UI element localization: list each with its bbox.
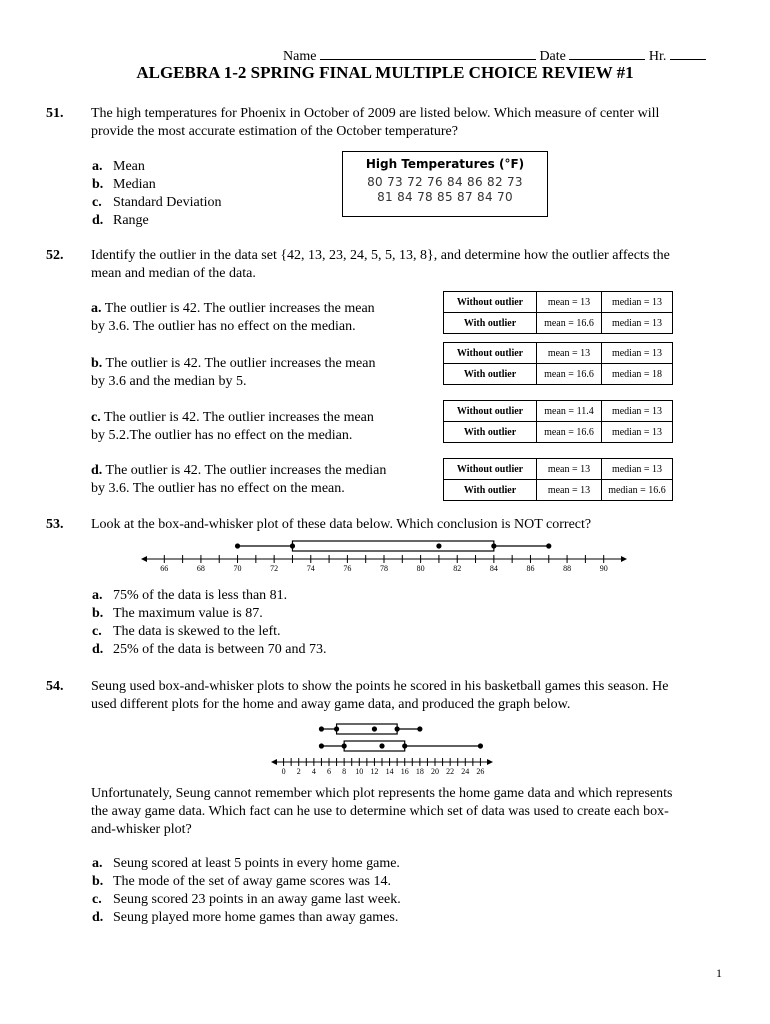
q52-table-a (443, 291, 673, 334)
question-54-text-1: Seung used box-and-whisker plots to show the points he scored in his basketball games this season. He (91, 679, 669, 694)
q54-option-a[interactable]: a. Seung scored at least 5 points in every home game. (92, 856, 400, 871)
q54-option-b[interactable]: b. The mode of the set of away game scores was 14. (92, 874, 391, 889)
point-median (372, 726, 377, 731)
tick-label: 18 (415, 767, 424, 776)
page-title: ALGEBRA 1-2 SPRING FINAL MULTIPLE CHOICE REVIEW #1 (136, 63, 634, 82)
tick-label: 72 (270, 564, 279, 573)
q52-choice-d-line2: by 3.6. The outlier has no effect on the mean. (91, 481, 345, 496)
point-min (235, 543, 240, 548)
tick-label: 86 (526, 564, 535, 573)
tick-label: 26 (476, 767, 485, 776)
table-cell: Without outlier (444, 343, 537, 364)
tick-label: 0 (281, 767, 286, 776)
q52-choice-c[interactable]: c. The outlier is 42. The outlier increases the mean (91, 410, 374, 425)
tick-label: 70 (233, 564, 242, 573)
point-max (417, 726, 422, 731)
point-max (546, 543, 551, 548)
tick-label: 2 (296, 767, 301, 776)
question-52-text-2: mean and median of the data. (91, 266, 256, 281)
q53-option-c[interactable]: c. The data is skewed to the left. (92, 624, 281, 639)
point-q3 (395, 726, 400, 731)
point-q1 (290, 543, 295, 548)
tick-label: 84 (489, 564, 498, 573)
table-cell: Without outlier (444, 459, 537, 480)
tick-label: 8 (342, 767, 347, 776)
table-cell: With outlier (444, 422, 537, 443)
q54-option-c[interactable]: c. Seung scored 23 points in an away game last week. (92, 892, 401, 907)
table-cell: median = 13 (602, 343, 673, 364)
hr-blank[interactable] (670, 46, 706, 60)
tick-label: 14 (385, 767, 394, 776)
question-51-number: 51. (46, 106, 64, 121)
table-cell: mean = 13 (537, 480, 602, 501)
question-54-after-2: the away game data. Which fact can he use to determine which set of data was used to create each box- (91, 804, 669, 819)
tick-label: 20 (431, 767, 439, 776)
temperature-table (342, 151, 548, 217)
q54-option-d[interactable]: d. Seung played more home games than away games. (92, 910, 399, 925)
question-54-number: 54. (46, 679, 64, 694)
table-cell: mean = 16.6 (537, 364, 602, 385)
point-q1 (342, 743, 347, 748)
tick-label: 22 (446, 767, 455, 776)
arrow-left-icon (271, 759, 277, 765)
question-54-after-3: and-whisker plot? (91, 822, 192, 837)
temperature-row-1: 80 73 72 76 84 86 82 73 (367, 175, 523, 189)
q51-option-a[interactable]: a. Mean (92, 159, 145, 174)
name-label: Name (283, 49, 317, 64)
box-iqr (344, 741, 405, 751)
table-cell: median = 13 (602, 401, 673, 422)
table-cell: With outlier (444, 364, 537, 385)
point-min (319, 726, 324, 731)
name-blank[interactable] (320, 46, 536, 60)
q51-option-b[interactable]: b. Median (92, 177, 156, 192)
point-median (379, 743, 384, 748)
tick-label: 82 (453, 564, 462, 573)
question-54-text-2: used different plots for the home and away game data, and produced the graph below. (91, 697, 571, 712)
table-cell: Without outlier (444, 292, 537, 313)
arrow-right-icon (621, 556, 627, 562)
q52-choice-d[interactable]: d. The outlier is 42. The outlier increases the median (91, 463, 387, 478)
tick-label: 16 (400, 767, 409, 776)
q53-option-a[interactable]: a. 75% of the data is less than 81. (92, 588, 288, 603)
point-q1 (334, 726, 339, 731)
tick-label: 90 (599, 564, 608, 573)
question-51-text-1: The high temperatures for Phoenix in October of 2009 are listed below. Which measure of center will (91, 106, 660, 121)
point-min (319, 743, 324, 748)
tick-label: 80 (416, 564, 425, 573)
table-cell: mean = 16.6 (537, 422, 602, 443)
tick-label: 74 (306, 564, 315, 573)
q52-choice-a-line2: by 3.6. The outlier has no effect on the median. (91, 319, 356, 334)
tick-label: 4 (311, 767, 316, 776)
box-plot-53 (130, 535, 640, 585)
table-cell: median = 18 (602, 364, 673, 385)
q52-table-b (443, 342, 673, 385)
q52-choice-b-line2: by 3.6 and the median by 5. (91, 374, 247, 389)
question-51-text-2: provide the most accurate estimation of the October temperature? (91, 124, 458, 139)
q52-choice-a[interactable]: a. The outlier is 42. The outlier increases the mean (91, 301, 375, 316)
arrow-right-icon (487, 759, 493, 765)
tick-label: 66 (160, 564, 169, 573)
q52-table-d (443, 458, 673, 501)
q51-option-d[interactable]: d. Range (92, 213, 149, 228)
tick-label: 76 (343, 564, 352, 573)
tick-label: 88 (563, 564, 572, 573)
table-cell: mean = 13 (537, 459, 602, 480)
question-52-text-1: Identify the outlier in the data set {42, 13, 23, 24, 5, 5, 13, 8}, and determine how the outlier affects the (91, 248, 670, 263)
tick-label: 6 (327, 767, 331, 776)
date-label: Date (539, 49, 566, 64)
temperature-row-2: 81 84 78 85 87 84 70 (377, 190, 513, 204)
arrow-left-icon (141, 556, 147, 562)
box-plot-54 (262, 718, 502, 782)
table-cell: mean = 13 (537, 343, 602, 364)
q52-choice-c-line2: by 5.2.The outlier has no effect on the median. (91, 428, 353, 443)
date-blank[interactable] (569, 46, 645, 60)
question-53-number: 53. (46, 517, 64, 532)
tick-label: 24 (461, 767, 470, 776)
q51-option-c[interactable]: c. Standard Deviation (92, 195, 222, 210)
q52-table-c (443, 400, 673, 443)
table-cell: median = 13 (602, 313, 673, 334)
q52-choice-b[interactable]: b. The outlier is 42. The outlier increases the mean (91, 356, 376, 371)
box-iqr (292, 541, 493, 551)
point-q3 (402, 743, 407, 748)
table-cell: With outlier (444, 480, 537, 501)
point-max (478, 743, 483, 748)
table-cell: Without outlier (444, 401, 537, 422)
tick-label: 10 (355, 767, 364, 776)
table-cell: mean = 16.6 (537, 313, 602, 334)
page-number: 1 (716, 966, 722, 980)
table-cell: median = 13 (602, 422, 673, 443)
box-iqr (337, 724, 398, 734)
q53-option-b[interactable]: b. The maximum value is 87. (92, 606, 263, 621)
temperature-table-title: High Temperatures (°F) (365, 157, 525, 171)
tick-label: 68 (196, 564, 205, 573)
table-cell: median = 13 (602, 459, 673, 480)
point-q3 (491, 543, 496, 548)
table-cell: median = 13 (602, 292, 673, 313)
question-54-after-1: Unfortunately, Seung cannot remember which plot represents the home game data and which represents (91, 786, 673, 801)
table-cell: mean = 11.4 (537, 401, 602, 422)
tick-label: 78 (380, 564, 388, 573)
question-53-text: Look at the box-and-whisker plot of these data below. Which conclusion is NOT correct? (91, 517, 592, 532)
table-cell: median = 16.6 (602, 480, 673, 501)
tick-label: 12 (370, 767, 379, 776)
table-cell: With outlier (444, 313, 537, 334)
question-52-number: 52. (46, 248, 64, 263)
hr-label: Hr. (648, 49, 667, 64)
point-median (436, 543, 441, 548)
table-cell: mean = 13 (537, 292, 602, 313)
q53-option-d[interactable]: d. 25% of the data is between 70 and 73. (92, 642, 327, 657)
